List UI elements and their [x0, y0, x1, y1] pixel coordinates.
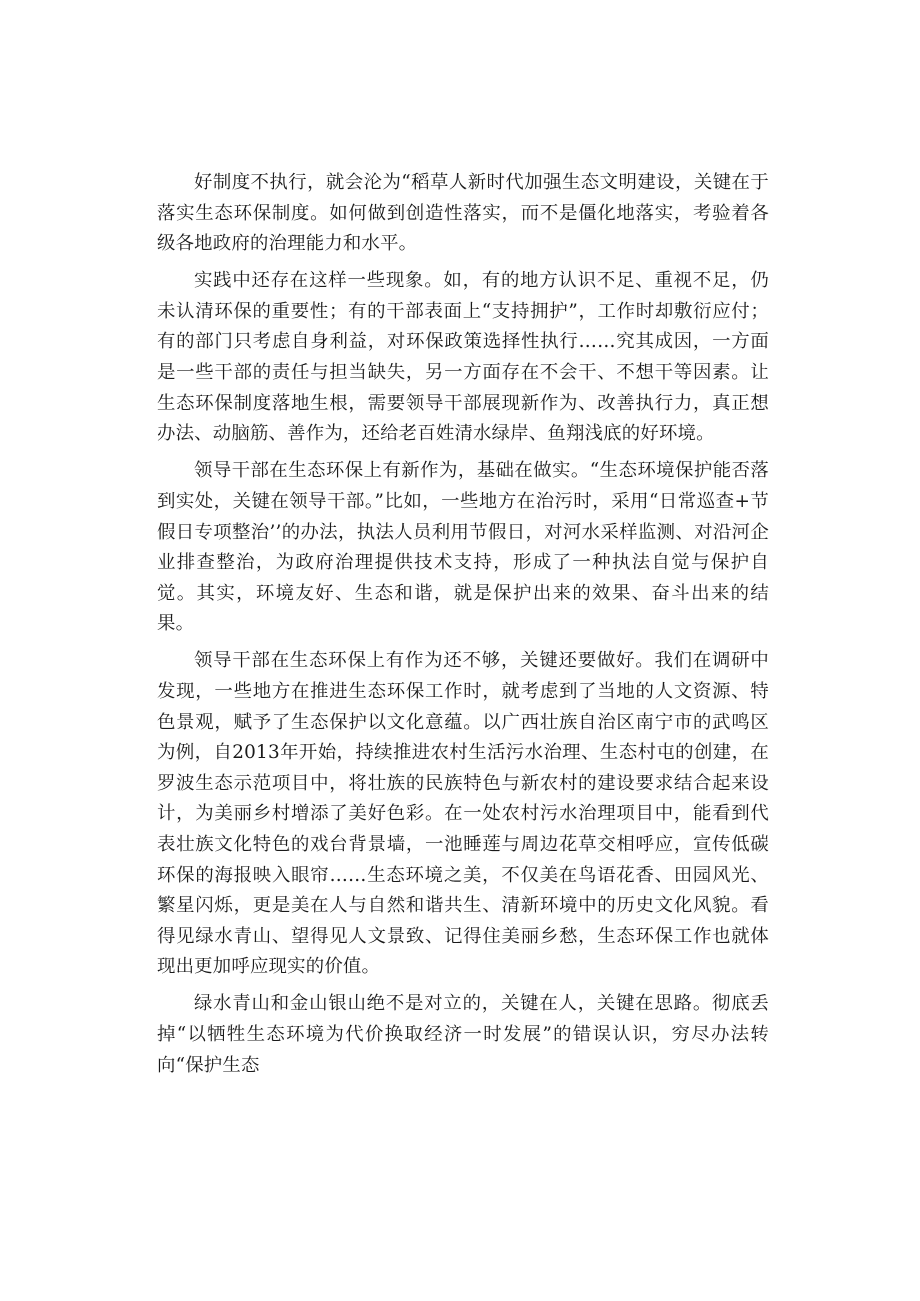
paragraph-5: 绿水青山和金山银山绝不是对立的，关键在人，关键在思路。彻底丢掉“以牺牲生态环境为代价换取经济一时发展”的错误认识，穷尽办法转向“保护生态	[157, 993, 769, 1076]
paragraph-2: 实践中还存在这样一些现象。如，有的地方认识不足、重视不足，仍未认清环保的重要性；有的干部表面上“支持拥护”，工作时却敷衍应付；有的部门只考虑自身利益，对环保政策选择性执行……究其成因，一方面是一些干部的责任与担当缺失，另一方面存在不会干、不想干等因素。让生态环保制度落地生根，需要领导干部展现新作为、改善执行力，真正想办法、动脑筋、善作为，还给老百姓清水绿岸、鱼翔浅底的好环境。	[157, 270, 769, 445]
paragraph-3: 领导干部在生态环保上有新作为，基础在做实。“生态环境保护能否落到实处，关键在领导干部。”比如，一些地方在治污时，采用“日常巡查+节假日专项整治’’的办法，执法人员利用节假日，对河水采样监测、对沿河企业排查整治，为政府治理提供技术支持，形成了一种执法自觉与保护自觉。其实，环境友好、生态和谐，就是保护出来的效果、奋斗出来的结果。	[157, 460, 769, 635]
paragraph-4: 领导干部在生态环保上有作为还不够，关键还要做好。我们在调研中发现，一些地方在推进生态环保工作时，就考虑到了当地的人文资源、特色景观，赋予了生态保护以文化意蕴。以广西壮族自治区南宁市的武鸣区为例，自2013年开始，持续推进农村生活污水治理、生态村屯的创建，在罗波生态示范项目中，将壮族的民族特色与新农村的建设要求结合起来设计，为美丽乡村增添了美好色彩。在一处农村污水治理项目中，能看到代表壮族文化特色的戏台背景墙，一池睡莲与周边花草交相呼应，宣传低碳环保的海报映入眼帘……生态环境之美，不仅美在鸟语花香、田园风光、繁星闪烁，更是美在人与自然和谐共生、清新环境中的历史文化风貌。看得见绿水青山、望得见人文景致、记得住美丽乡愁，生态环保工作也就体现出更加呼应现实的价值。	[157, 650, 769, 978]
article-body	[157, 168, 769, 1088]
paragraph-1: 好制度不执行，就会沦为“稻草人新时代加强生态文明建设，关键在于落实生态环保制度。如何做到创造性落实，而不是僵化地落实，考验着各级各地政府的治理能力和水平。	[157, 172, 769, 255]
